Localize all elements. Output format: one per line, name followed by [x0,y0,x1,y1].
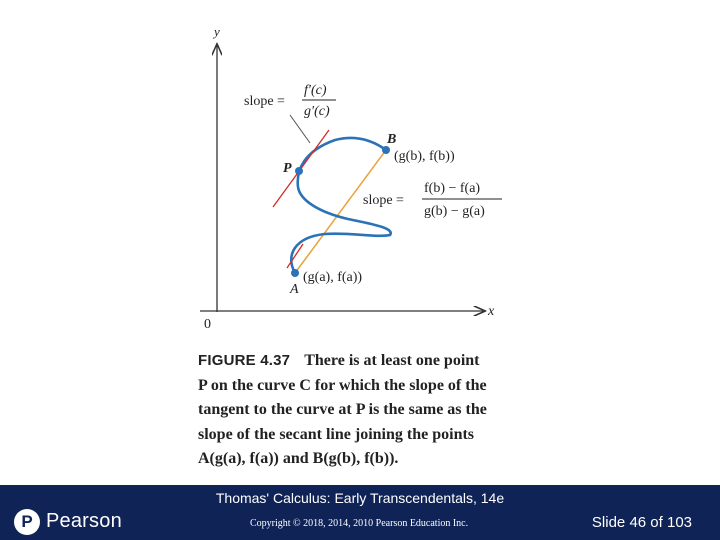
caption-line-1 [198,349,538,374]
secant-line [295,150,386,273]
x-axis-label: x [488,304,495,319]
y-axis-label: y [214,24,220,39]
point-a-label: A [290,282,299,297]
point-a-marker [291,269,299,277]
caption-line-4: slope of the secant line joining the points [198,425,475,443]
pearson-wordmark: Pearson [46,510,122,532]
pearson-logo-icon [14,509,40,535]
slide-footer [0,485,720,540]
copyright-notice: Copyright © 2018, 2014, 2010 Pearson Education Inc. [250,518,469,529]
slope-secant-numerator: f(b) − f(a) [424,181,481,196]
slide-number: Slide 46 of 103 [591,514,692,531]
caption-line-2: P on the curve C for which the slope of the [198,376,487,394]
book-title: Thomas' Calculus: Early Transcendentals, 14e [215,490,505,506]
origin-label: 0 [204,317,211,332]
point-a-coords: (g(a), f(a)) [303,270,363,285]
point-b-coords: (g(b), f(b)) [394,149,455,164]
point-p-marker [295,167,303,175]
caption-line-5: A(g(a), f(a)) and B(g(b), f(b)). [198,450,399,468]
point-b-label: B [387,132,397,147]
figure-caption [198,349,538,472]
slope-tangent-numerator: f′(c) [304,83,327,98]
slope-secant-denominator: g(b) − g(a) [424,204,485,219]
caption-text-1: There is at least one point [304,352,480,369]
caption-line-3: tangent to the curve at P is the same as the [198,401,487,419]
point-p-label: P [283,161,292,176]
slope-tangent-label: slope = [244,94,285,109]
slope-tangent-denominator: g′(c) [304,104,330,119]
figure-number: FIGURE 4.37 [198,352,291,369]
slope-leader-line [290,115,310,143]
slope-secant-label: slope = [363,193,404,208]
point-b-marker [382,146,390,154]
pearson-logo-letter: P [21,512,33,531]
